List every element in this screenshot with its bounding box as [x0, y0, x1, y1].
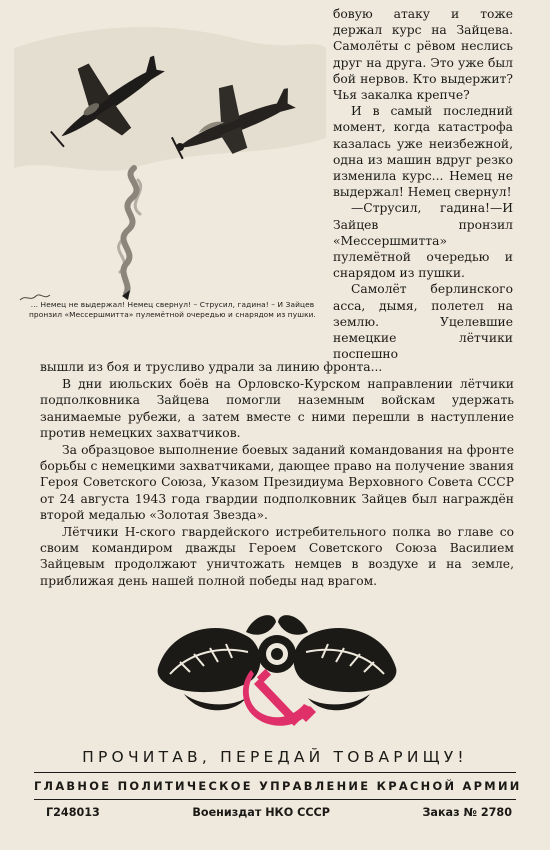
order-number: Заказ № 2780: [422, 806, 512, 819]
press-name: Воениздат НКО СССР: [192, 806, 330, 819]
slogan: ПРОЧИТАВ, ПЕРЕДАЙ ТОВАРИЩУ!: [82, 748, 468, 766]
floral-ornament-with-emblem: [150, 608, 404, 738]
right-column-text: [333, 6, 513, 362]
print-code: Г248013: [46, 806, 100, 819]
paragraph: И в самый последний момент, когда катастрофа казалась уже неизбежной, одна из машин вдруг резко изменила курс... Немец не выдержал! Немец свернул!: [333, 104, 513, 200]
divider: [34, 772, 516, 773]
dogfight-illustration: [14, 8, 326, 308]
imprint-footer: [46, 806, 512, 819]
divider: [34, 799, 516, 800]
paragraph: вышли из боя и трусливо удрали за линию фронта...: [40, 360, 383, 374]
paragraph: бовую атаку и тоже держал курс на Зайцева. Самолёты с рёвом неслись друг на друга. Это уже был бой нервов. Кто выдержит? Чья закалка крепче?: [333, 7, 513, 103]
smoke-trail: [119, 168, 141, 294]
illustration-caption: ... Немец не выдержал! Немец свернул! – Струсил, гадина! – И Зайцев пронзил «Мессершмитта» пулемётной очередью и снарядом из пушки.: [28, 300, 316, 319]
publisher-line: ГЛАВНОЕ ПОЛИТИЧЕСКОЕ УПРАВЛЕНИЕ КРАСНОЙ АРМИИ: [34, 779, 522, 793]
paragraph: —Струсил, гадина!—И Зайцев пронзил «Мессершмитта» пулемётной очередью и снарядом из пушки.: [333, 201, 513, 281]
paragraph: Лётчики Н-ского гвардейского истребительного полка во главе со своим командиром дважды Героем Советского Союза Василием Зайцевым продолжают уничтожать немцев в воздухе и на земле, приближая день нашей полной победы над врагом.: [40, 525, 514, 588]
paragraph: За образцовое выполнение боевых заданий командования на фронте борьбы с немецкими захватчиками, дающее право на получение звания Героя Советского Союза, Указом Президиума Верховного Совета СССР от 24 августа 1943 года гвардии подполковник Зайцев был награждён второй медалью «Золотая Звезда».: [40, 443, 514, 522]
paragraph: В дни июльских боёв на Орловско-Курском направлении лётчики подполковника Зайцева помогли наземным войскам удержать занимаемые рубежи, а затем вместе с ними перешли в наступление против немецких захватчиков.: [40, 377, 514, 440]
paragraph: Самолёт берлинского асса, дымя, полетел на землю. Уцелевшие немецкие лётчики поспешно: [333, 282, 513, 362]
main-text: [40, 359, 514, 589]
